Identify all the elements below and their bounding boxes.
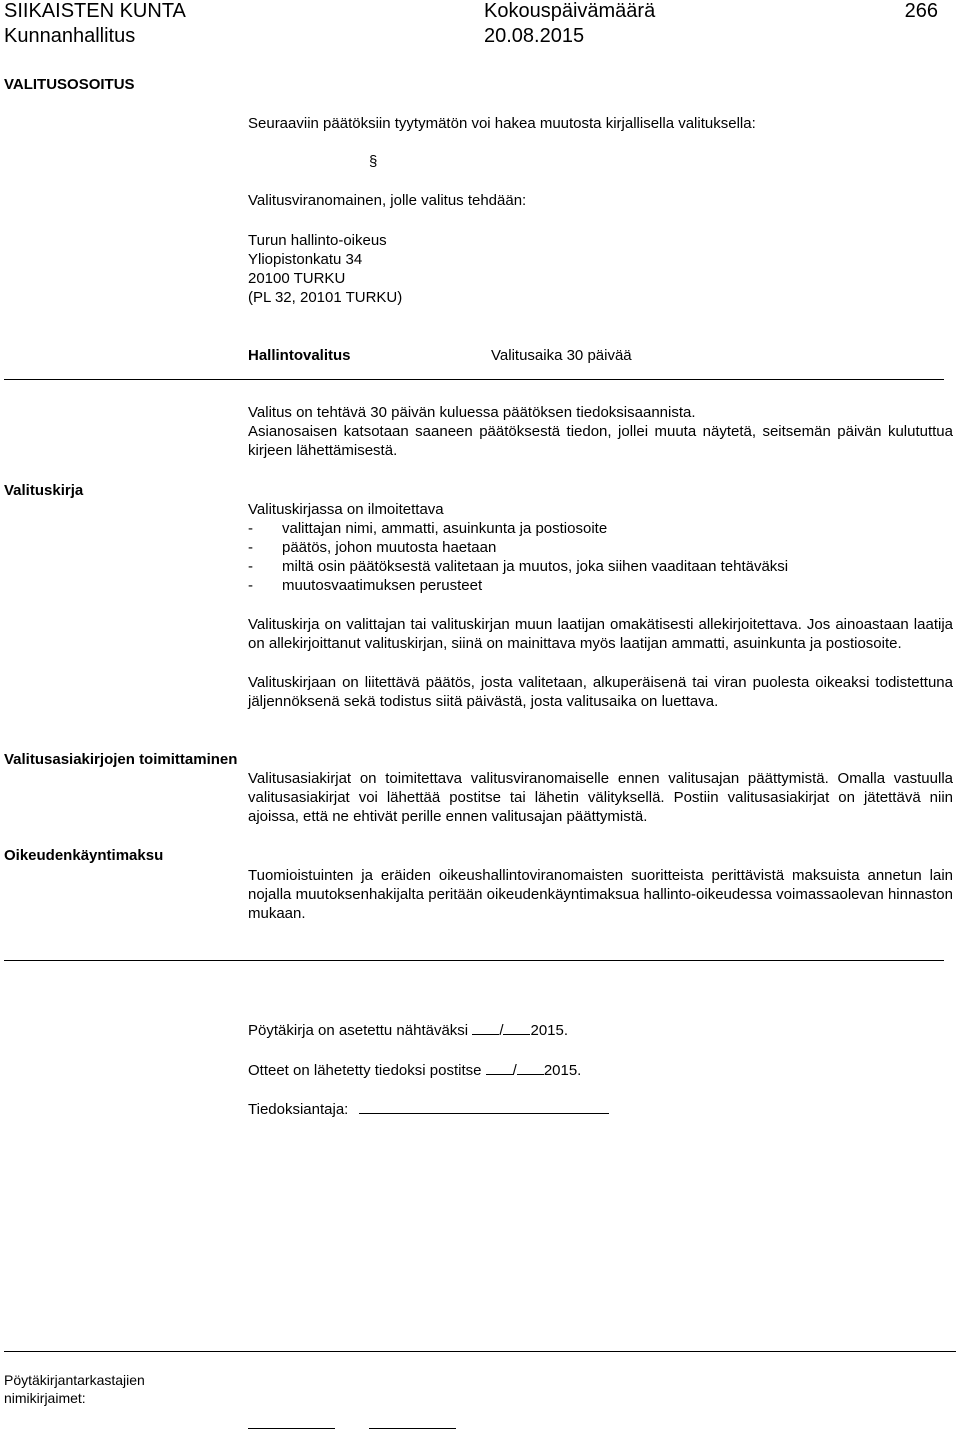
fee-label: Oikeudenkäyntimaksu — [4, 847, 164, 864]
valituskirja-section — [248, 500, 953, 711]
authority-line: Yliopistonkatu 34 — [248, 251, 363, 268]
notifier-label: Tiedoksiantaja: — [248, 1101, 349, 1118]
appeal-text-2: Asianosaisen katsotaan saaneen päätöksestä tiedon, jollei muuta näytetä, seitsemän päivän kulututtua kirjeen lähettämisestä. — [248, 423, 953, 459]
authority-line: Turun hallinto-oikeus — [248, 232, 387, 249]
sent-day-blank — [486, 1059, 513, 1075]
signature-line-1 — [248, 1428, 335, 1429]
sent-separator: / — [512, 1062, 517, 1079]
list-item: - miltä osin päätöksestä valitetaan ja muutos, joka siihen vaaditaan tehtäväksi — [248, 557, 953, 576]
requirements-list — [248, 519, 953, 595]
appeal-period: Valitusaika 30 päivää — [491, 347, 632, 364]
signature-paragraph: Valituskirja on valittajan tai valituskirjan muun laatijan omakätisesti allekirjoitettava. Jos ainoastaan laatija on allekirjoittanut valituskirjan, siinä on mainittava myös laatijan ammatti, asuinkunta ja postiosoite. — [248, 616, 953, 652]
org-name: SIIKAISTEN KUNTA — [4, 0, 186, 22]
appeal-time-text — [248, 403, 953, 460]
sent-month-blank — [517, 1059, 544, 1075]
attachment-paragraph: Valituskirjaan on liitettävä päätös, josta valitetaan, alkuperäisenä tai viran puolesta oikeaksi todistettuna jäljennöksenä sekä todistus siitä päivästä, josta valitusaika on luettava. — [248, 674, 953, 710]
signature-line-2 — [369, 1428, 456, 1429]
posted-separator: / — [499, 1022, 504, 1039]
sent-label: Otteet on lähetetty tiedoksi postitse — [248, 1062, 482, 1079]
page-title: VALITUSOSOITUS — [4, 76, 135, 93]
footer-divider — [4, 1351, 956, 1352]
divider-bottom — [4, 960, 944, 961]
page-number: 266 — [904, 0, 938, 22]
posted-month-blank — [503, 1019, 530, 1035]
sent-line — [248, 1059, 581, 1080]
intro-text: Seuraaviin päätöksiin tyytymätön voi hakea muutosta kirjallisella valituksella: — [248, 115, 756, 132]
valituskirja-label: Valituskirja — [4, 482, 84, 499]
list-item: - muutosvaatimuksen perusteet — [248, 576, 953, 595]
date-label: Kokouspäivämäärä — [484, 0, 656, 22]
authority-address — [248, 231, 402, 307]
posted-label: Pöytäkirja on asetettu nähtäväksi — [248, 1022, 469, 1039]
appeal-type-label: Hallintovalitus — [248, 347, 351, 364]
list-item: - päätös, johon muutosta haetaan — [248, 538, 953, 557]
signatures-line-2: nimikirjaimet: — [4, 1390, 86, 1406]
authority-label: Valitusviranomainen, jolle valitus tehdään: — [248, 192, 527, 209]
authority-line: 20100 TURKU — [248, 270, 346, 287]
notifier-blank — [359, 1098, 609, 1114]
posted-year: 2015. — [530, 1022, 569, 1039]
appeal-text-1: Valitus on tehtävä 30 päivän kuluessa päätöksen tiedoksisaannista. — [248, 404, 696, 421]
signatures-label — [4, 1371, 145, 1407]
sent-year: 2015. — [543, 1062, 582, 1079]
authority-line: (PL 32, 20101 TURKU) — [248, 289, 403, 306]
delivery-label: Valitusasiakirjojen toimittaminen — [4, 751, 238, 768]
posted-line — [248, 1019, 568, 1040]
body-name: Kunnanhallitus — [4, 25, 136, 47]
divider-top — [4, 379, 944, 380]
list-title: Valituskirjassa on ilmoitettava — [248, 501, 444, 518]
section-sign: § — [369, 153, 378, 170]
posted-day-blank — [472, 1019, 499, 1035]
notifier-line — [248, 1098, 609, 1119]
delivery-text: Valitusasiakirjat on toimitettava valitusviranomaiselle ennen valitusajan päättymistä. Omalla vastuulla valitusasiakirjat voi lähettää postitse tai lähetin välityksellä. Postiin valitusasiakirjat on jätettävä niin ajoissa, että ne ehtivät perille ennen valitusajan päättymistä. — [248, 770, 953, 825]
meeting-date: 20.08.2015 — [484, 25, 585, 47]
fee-text: Tuomioistuinten ja eräiden oikeushallintoviranomaisten suoritteista perittävistä maksuista annetun lain nojalla muutoksenhakijalta peritään oikeudenkäyntimaksua hallinto-oikeudessa voimassaolevan hinnaston mukaan. — [248, 867, 953, 922]
list-item: - valittajan nimi, ammatti, asuinkunta ja postiosoite — [248, 519, 953, 538]
signatures-line-1: Pöytäkirjantarkastajien — [4, 1372, 145, 1388]
